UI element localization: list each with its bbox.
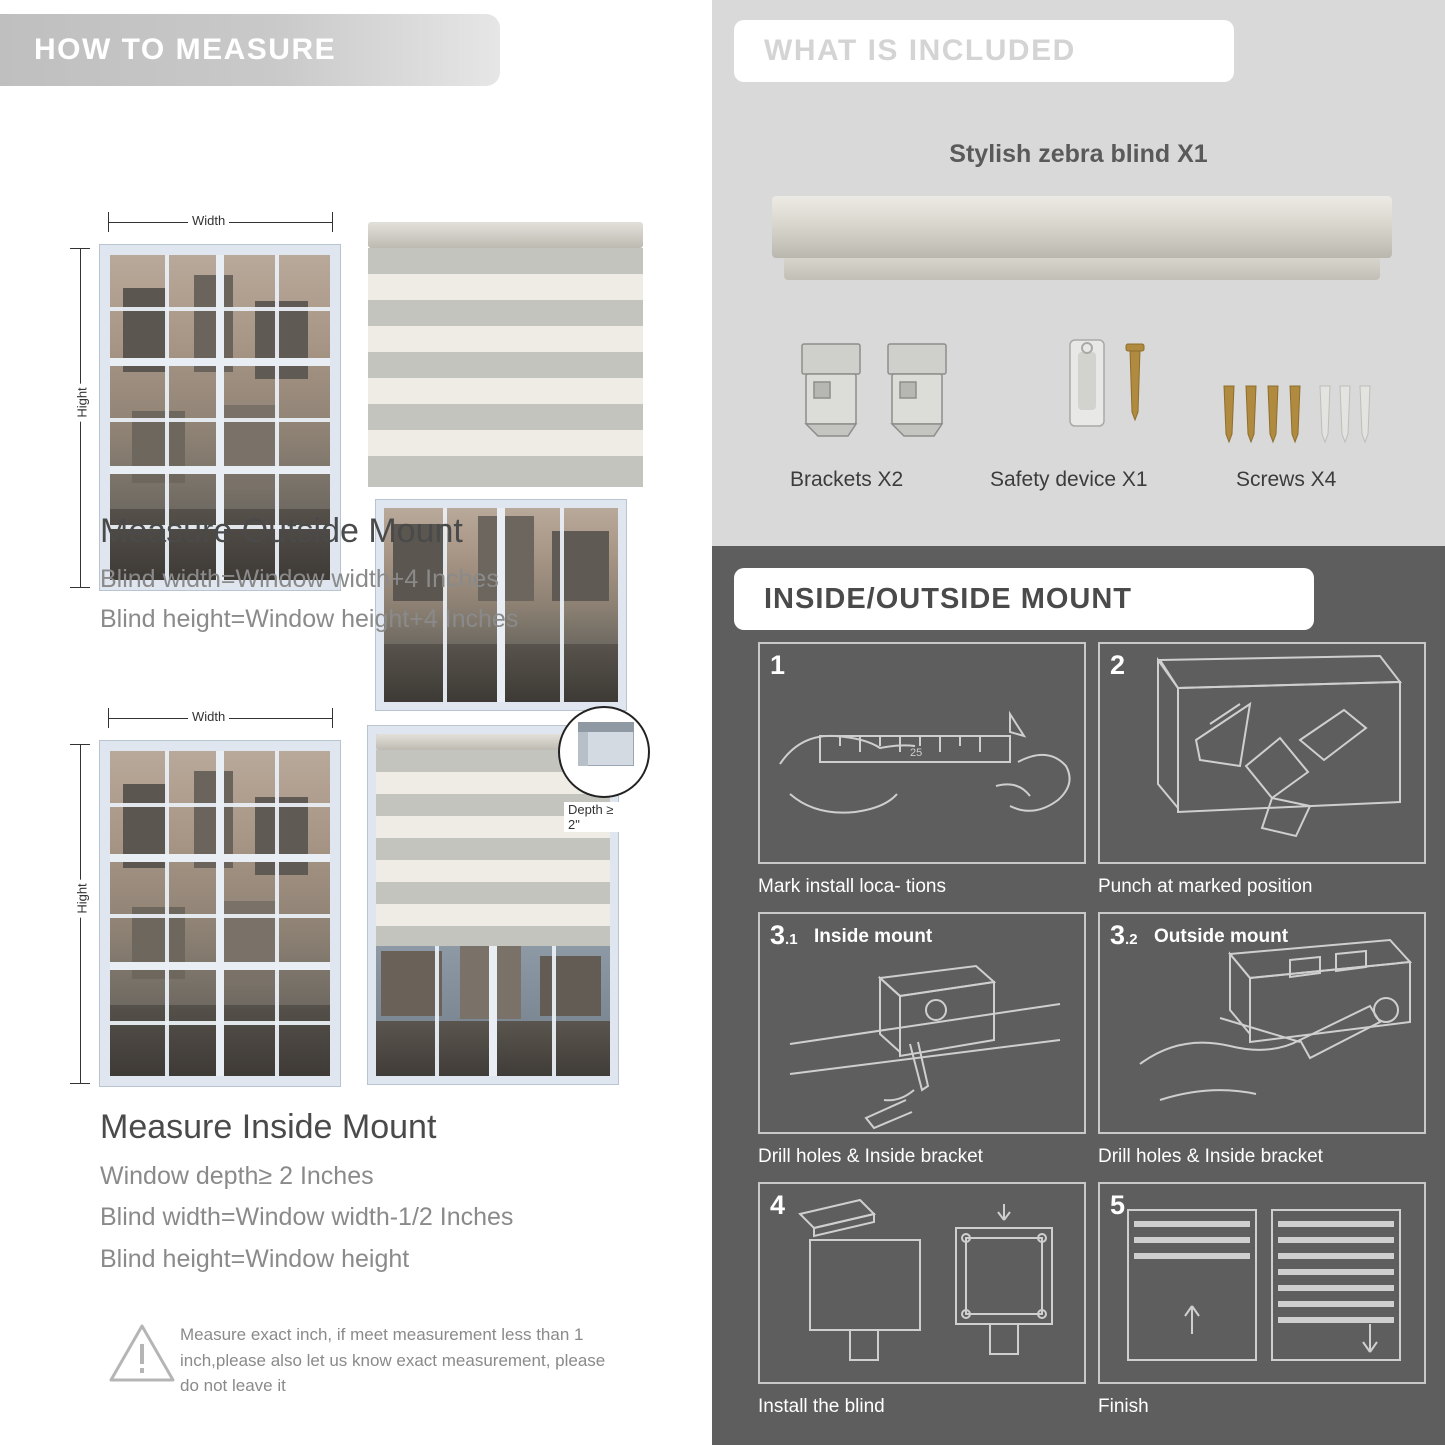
blind-headrail xyxy=(368,222,643,248)
step-2 xyxy=(1098,642,1426,898)
window-illustration-inside xyxy=(100,741,340,1086)
outside-mount-line2: Blind height=Window height+4 Inches xyxy=(100,605,519,633)
how-to-measure-banner xyxy=(0,14,500,86)
brackets-caption: Brackets X2 xyxy=(790,468,904,491)
step-1-label: Mark install loca- tions xyxy=(758,876,946,897)
step-3-2-number: 3.2 xyxy=(1110,920,1138,950)
outside-mount-line1: Blind width=Window width+4 Inches xyxy=(100,565,499,593)
measure-warning-note: Measure exact inch, if meet measurement less than 1 inch,please also let us know exact measurement, please do not leave it xyxy=(180,1325,606,1395)
outside-mount-heading: Measure Outside Mount xyxy=(100,512,463,550)
svg-text:25: 25 xyxy=(910,747,923,759)
step-4-number: 4 xyxy=(770,1190,786,1220)
outside-height-label: Hight xyxy=(75,383,90,421)
inside-outside-mount-title: INSIDE/OUTSIDE MOUNT xyxy=(764,582,1133,615)
step-3-2-label: Drill holes & Inside bracket xyxy=(1098,1146,1323,1167)
how-to-measure-section xyxy=(0,0,712,1445)
step-3-2 xyxy=(1098,912,1426,1168)
inside-mount-heading: Measure Inside Mount xyxy=(100,1108,437,1146)
zebra-blind-bottom-rail xyxy=(784,258,1380,280)
step-1 xyxy=(758,642,1086,898)
inside-mount-line2: Blind width=Window width-1/2 Inches xyxy=(100,1203,514,1231)
blind-illustration-inside xyxy=(368,726,630,1086)
step-3-1-sublabel: Inside mount xyxy=(814,926,933,947)
bracket-icon xyxy=(796,338,956,442)
outside-mount-diagram xyxy=(0,100,712,500)
depth-label: Depth ≥ 2" xyxy=(564,802,630,832)
step-1-number: 1 xyxy=(770,650,786,680)
inside-mount-line1: Window depth≥ 2 Inches xyxy=(100,1162,374,1190)
safety-device-caption: Safety device X1 xyxy=(990,468,1148,491)
what-is-included-title: WHAT IS INCLUDED xyxy=(764,34,1076,67)
step-5 xyxy=(1098,1182,1426,1418)
depth-callout xyxy=(558,706,650,798)
step-3-2-sublabel: Outside mount xyxy=(1154,926,1289,947)
step-3-1-label: Drill holes & Inside bracket xyxy=(758,1146,983,1167)
step-2-label: Punch at marked position xyxy=(1098,876,1313,897)
step-3-1-number: 3.1 xyxy=(770,920,798,950)
step-4-label: Install the blind xyxy=(758,1396,885,1417)
what-is-included-banner xyxy=(734,20,1234,82)
step-3-1 xyxy=(758,912,1086,1168)
screw-icon xyxy=(1220,380,1380,450)
warning-triangle-icon xyxy=(108,1322,176,1384)
right-column xyxy=(712,0,1445,1445)
inside-height-label: Hight xyxy=(75,879,90,917)
inside-mount-diagram xyxy=(0,696,712,1096)
step-4 xyxy=(758,1182,1086,1418)
inside-mount-line3: Blind height=Window height xyxy=(100,1245,410,1273)
inside-width-label: Width xyxy=(188,709,229,724)
blind-fabric xyxy=(368,248,643,487)
product-title: Stylish zebra blind X1 xyxy=(949,140,1208,168)
outside-width-label: Width xyxy=(188,213,229,228)
screws-caption: Screws X4 xyxy=(1236,468,1337,491)
safety-device-icon xyxy=(1058,332,1178,444)
how-to-measure-title: HOW TO MEASURE xyxy=(34,33,337,66)
inside-outside-mount-section xyxy=(712,546,1445,1445)
step-5-number: 5 xyxy=(1110,1190,1126,1220)
step-2-number: 2 xyxy=(1110,650,1126,680)
inside-outside-mount-banner xyxy=(734,568,1314,630)
what-is-included-section xyxy=(712,0,1445,546)
step-5-label: Finish xyxy=(1098,1396,1149,1417)
zebra-blind-product-image xyxy=(772,196,1392,258)
